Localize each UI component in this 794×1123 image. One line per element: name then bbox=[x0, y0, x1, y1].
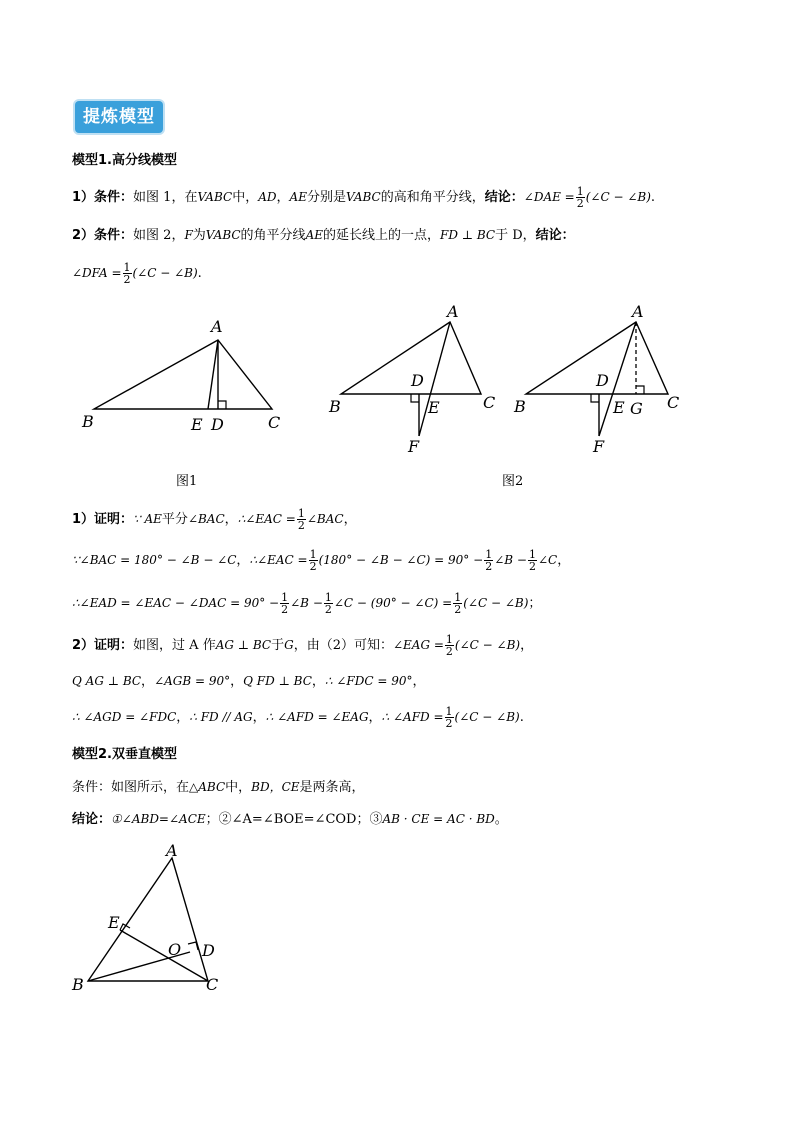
label: 2）条件： bbox=[72, 228, 134, 243]
label-D: D bbox=[202, 941, 215, 960]
label-C: C bbox=[483, 393, 496, 412]
text: 中， bbox=[225, 780, 252, 795]
label-A: A bbox=[447, 302, 459, 321]
text: 。 bbox=[494, 812, 508, 827]
math: VABC bbox=[205, 228, 241, 242]
math: ∠BAC bbox=[306, 512, 344, 526]
label: 2）证明： bbox=[72, 638, 134, 653]
math: (∠C − ∠B) bbox=[454, 638, 521, 652]
proof2-line1 bbox=[72, 634, 533, 657]
math: AB · CE = AC · BD bbox=[382, 812, 495, 826]
math: AE bbox=[289, 190, 307, 204]
label-D: D bbox=[211, 415, 224, 434]
text: ， bbox=[412, 674, 426, 689]
math: G bbox=[284, 638, 294, 652]
math: (∠C − ∠B) bbox=[463, 596, 529, 610]
proof1-line3 bbox=[72, 592, 541, 615]
text: 如图 1，在 bbox=[133, 190, 198, 205]
label: 结论： bbox=[72, 812, 112, 827]
text: . bbox=[197, 266, 202, 281]
math: FD ⊥ BC bbox=[440, 228, 496, 242]
text: ， bbox=[368, 710, 382, 725]
proof2-line3 bbox=[72, 706, 524, 729]
label-C: C bbox=[268, 413, 281, 432]
fraction: $\frac{1}{2}$ bbox=[309, 548, 317, 573]
math: ∠B − bbox=[290, 596, 323, 610]
model2-conclusion bbox=[72, 810, 508, 829]
text: ， bbox=[230, 674, 244, 689]
label-A: A bbox=[632, 302, 644, 321]
math: ∴ ∠AFD = bbox=[381, 710, 444, 724]
text: 为 bbox=[192, 228, 206, 243]
math: ∴ ∠AFD = ∠EAG bbox=[265, 710, 369, 724]
math: (∠C − ∠B) bbox=[132, 266, 198, 280]
model1-condition-1 bbox=[72, 186, 655, 209]
label-F: F bbox=[593, 437, 605, 456]
figure-3 bbox=[66, 838, 236, 998]
fraction: $\frac{1}{2}$ bbox=[123, 261, 131, 286]
label-C: C bbox=[206, 975, 219, 994]
text: 平分 bbox=[161, 512, 188, 527]
proof1-line2 bbox=[72, 549, 570, 572]
math: F bbox=[184, 228, 193, 242]
label-A: A bbox=[211, 317, 223, 336]
text: 的高和角平分线， bbox=[380, 190, 485, 205]
math: (∠C − ∠B) bbox=[454, 710, 520, 724]
model1-title: 模型1.高分线模型 bbox=[72, 153, 177, 168]
math: (∠C − ∠B) bbox=[585, 190, 651, 204]
text: ， bbox=[176, 710, 190, 725]
label-B: B bbox=[72, 975, 84, 994]
fraction: $\frac{1}{2}$ bbox=[445, 705, 453, 730]
model2-condition bbox=[72, 778, 365, 797]
model1-condition-2 bbox=[72, 226, 575, 245]
fraction: $\frac{1}{2}$ bbox=[454, 591, 462, 616]
figure-2a bbox=[325, 300, 500, 460]
math: △ABC bbox=[189, 780, 226, 794]
text: ， bbox=[141, 674, 155, 689]
label-O: O bbox=[168, 940, 182, 959]
math: ①∠ABD=∠ACE bbox=[111, 812, 206, 826]
math: ∴ FD // AG bbox=[189, 710, 253, 724]
math: ∠C bbox=[537, 553, 558, 567]
math: VABC bbox=[345, 190, 381, 204]
fraction: $\frac{1}{2}$ bbox=[528, 548, 536, 573]
text: ， bbox=[236, 553, 250, 568]
model1-conclusion-2 bbox=[72, 262, 202, 285]
text: 的角平分线 bbox=[240, 228, 306, 243]
math: ∴∠EAD = ∠EAC − ∠DAC = 90° − bbox=[72, 596, 280, 610]
text: . bbox=[650, 190, 656, 205]
label: 1）证明： bbox=[72, 512, 134, 527]
math: ∠BAC bbox=[187, 512, 225, 526]
math: BD，CE bbox=[251, 780, 300, 794]
math: ∠C − (90° − ∠C) = bbox=[333, 596, 453, 610]
proof1-line1 bbox=[72, 508, 357, 531]
proof2-line2 bbox=[72, 672, 426, 691]
text: 于 D， bbox=[495, 228, 536, 243]
figure-2b bbox=[510, 300, 690, 460]
text: 如图，过 A 作 bbox=[133, 638, 216, 653]
label: 1）条件： bbox=[72, 190, 134, 205]
label-E: E bbox=[428, 398, 440, 417]
text: ，由（2）可知： bbox=[293, 638, 393, 653]
math: ∠DAE = bbox=[523, 190, 575, 204]
text: ， bbox=[252, 710, 266, 725]
label: 结论： bbox=[535, 228, 575, 243]
text: . bbox=[519, 710, 524, 725]
figure-1-caption: 图1 bbox=[176, 474, 198, 489]
math: AG ⊥ BC bbox=[215, 638, 272, 652]
text: ， bbox=[276, 190, 290, 205]
math: ∠AGB = 90° bbox=[154, 674, 231, 688]
math: VABC bbox=[197, 190, 233, 204]
label-E: E bbox=[191, 415, 203, 434]
label-D: D bbox=[411, 371, 424, 390]
label-C: C bbox=[667, 393, 680, 412]
math: ∴∠EAC = bbox=[237, 512, 296, 526]
math: ∴ ∠AGD = ∠FDC bbox=[72, 710, 177, 724]
label-F: F bbox=[408, 437, 420, 456]
label-A: A bbox=[166, 841, 178, 860]
fraction: $\frac{1}{2}$ bbox=[445, 633, 453, 658]
text: ；②∠A=∠BOE=∠COD；③ bbox=[205, 812, 383, 827]
text: ， bbox=[224, 512, 238, 527]
text: 的延长线上的一点， bbox=[323, 228, 441, 243]
text: 是两条高， bbox=[299, 780, 365, 795]
text: 于 bbox=[271, 638, 285, 653]
math: (180° − ∠B − ∠C) = 90° − bbox=[318, 553, 484, 567]
math: ∵ AE bbox=[133, 512, 162, 526]
math: ∵∠BAC = 180° − ∠B − ∠C bbox=[72, 553, 237, 567]
math: ∠DFA = bbox=[72, 266, 122, 280]
math: ∠B − bbox=[494, 553, 527, 567]
text: ； bbox=[528, 596, 542, 611]
label-E: E bbox=[108, 913, 120, 932]
math: AE bbox=[305, 228, 323, 242]
math: ∴∠EAC = bbox=[249, 553, 308, 567]
label-B: B bbox=[329, 397, 341, 416]
math: ∠EAG = bbox=[392, 638, 444, 652]
math: Q FD ⊥ BC bbox=[243, 674, 312, 688]
text: ， bbox=[311, 674, 325, 689]
math: ∴ ∠FDC = 90° bbox=[324, 674, 413, 688]
fraction: $\frac{1}{2}$ bbox=[485, 548, 493, 573]
text: ， bbox=[343, 512, 357, 527]
model2-title: 模型2.双垂直模型 bbox=[72, 747, 177, 762]
text: 条件：如图所示，在 bbox=[72, 780, 190, 795]
fraction: $\frac{1}{2}$ bbox=[576, 185, 584, 210]
label: 结论： bbox=[484, 190, 524, 205]
label-B: B bbox=[514, 397, 526, 416]
label-E: E bbox=[613, 398, 625, 417]
math: Q AG ⊥ BC bbox=[72, 674, 142, 688]
fraction: $\frac{1}{2}$ bbox=[281, 591, 289, 616]
figure-2-caption: 图2 bbox=[502, 474, 524, 489]
text: ， bbox=[557, 553, 571, 568]
section-heading: 提炼模型 bbox=[75, 101, 163, 133]
fraction: $\frac{1}{2}$ bbox=[324, 591, 332, 616]
label-D: D bbox=[596, 371, 609, 390]
text: ， bbox=[520, 638, 534, 653]
text: 中， bbox=[232, 190, 259, 205]
figure-1 bbox=[78, 312, 288, 437]
text: 如图 2， bbox=[133, 228, 185, 243]
fraction: $\frac{1}{2}$ bbox=[297, 507, 305, 532]
math: AD bbox=[258, 190, 277, 204]
label-G: G bbox=[630, 399, 643, 418]
text: 分别是 bbox=[306, 190, 346, 205]
label-B: B bbox=[82, 412, 94, 431]
